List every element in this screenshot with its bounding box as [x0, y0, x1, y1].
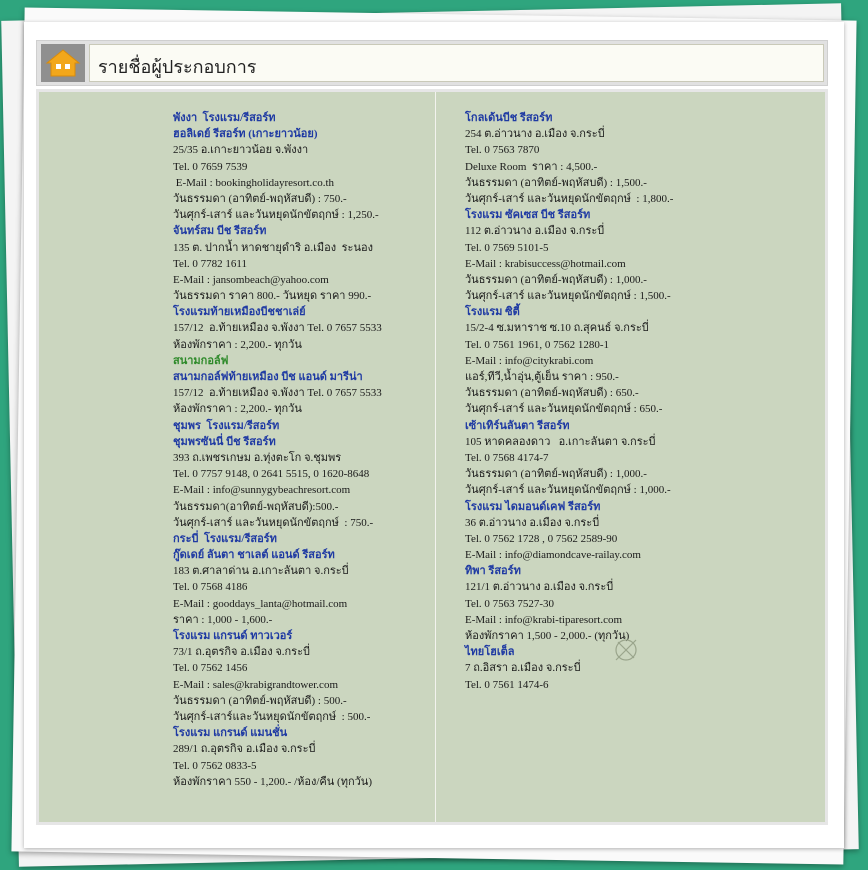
house-icon [41, 44, 85, 82]
listing-line: ห้องพักราคา 550 - 1,200.- /ห้อง/คืน (ทุกวัน) [173, 775, 372, 788]
header-icon-box [41, 44, 85, 82]
listing-line: Tel. 0 7757 9148, 0 2641 5515, 0 1620-8648 [173, 468, 370, 481]
listing-line: Tel. 0 7568 4186 [173, 581, 248, 594]
listing-line: วันศุกร์-เสาร์ และวันหยุดนักขัตฤกษ์ : 1,800.- [465, 192, 674, 205]
business-name: โรงแรม แกรนด์ ทาวเวอร์ [173, 630, 293, 642]
listing-line: Tel. 0 7562 1456 [173, 662, 248, 675]
business-name: ทิพา รีสอร์ท [465, 565, 521, 578]
business-name: โรงแรมท้ายเหมืองบีชชาเล่ย์ [173, 306, 306, 319]
listing-line: วันศุกร์-เสาร์ และวันหยุดนักขัตฤกษ์ : 1,500.- [465, 290, 671, 303]
listing-line: 183 ต.ศาลาด่าน อ.เกาะลันตา จ.กระบี่ [173, 565, 349, 578]
listing-line: E-Mail : info@diamondcave-railay.com [465, 549, 641, 562]
listing-line: Tel. 0 7568 4174-7 [465, 451, 549, 464]
listing-line: วันธรรมดา(อาทิตย์-พฤหัสบดี):500.- [173, 500, 339, 513]
listing-line: Tel. 0 7561 1474-6 [465, 678, 549, 691]
province-heading: ชุมพร โรงแรม/รีสอร์ท [173, 419, 280, 432]
listing-line: 112 ต.อ่าวนาง อ.เมือง จ.กระบี่ [465, 225, 605, 238]
category-heading: สนามกอล์ฟ [173, 354, 229, 367]
column-divider [435, 92, 436, 822]
listing-line: Tel. 0 7659 7539 [173, 160, 248, 173]
province-heading: พังงา โรงแรม/รีสอร์ท [173, 112, 276, 124]
province-heading: กระบี่ โรงแรม/รีสอร์ท [173, 532, 277, 545]
listing-line: E-Mail : bookingholidayresort.co.th [173, 176, 334, 189]
listing-line: วันธรรมดา (อาทิตย์-พฤหัสบดี) : 1,500.- [465, 176, 647, 189]
page-header [36, 40, 828, 86]
listing-line: วันศุกร์-เสาร์ และวันหยุดนักขัตฤกษ์ : 750.- [173, 516, 374, 529]
business-name: ชุมพรซันนี่ บีช รีสอร์ท [173, 435, 276, 448]
business-name: โรงแรม ซัคเซส บีช รีสอร์ท [465, 209, 591, 222]
listing-line: E-Mail : info@citykrabi.com [465, 354, 594, 367]
listing-line: E-Mail : info@sunnygybeachresort.com [173, 484, 351, 497]
listing-line: E-Mail : sales@krabigrandtower.com [173, 678, 338, 691]
listing-line: 105 หาดคลองดาว อ.เกาะลันตา จ.กระบี่ [465, 435, 656, 448]
listing-line: ราคา : 1,000 - 1,600.- [173, 613, 273, 626]
listing-line: Tel. 0 7562 0833-5 [173, 759, 257, 772]
listing-line: Tel. 0 7569 5101-5 [465, 241, 549, 254]
page-title: รายชื่อผู้ประกอบการ [98, 57, 257, 78]
listing-line: Tel. 0 7561 1961, 0 7562 1280-1 [465, 338, 610, 351]
business-name: โรงแรม แกรนด์ แมนชั่น [173, 727, 288, 740]
listing-line: Tel. 0 7563 7527-30 [465, 597, 555, 610]
business-name: จันทร์สม บีช รีสอร์ท [173, 225, 267, 238]
listing-line: วันธรรมดา (อาทิตย์-พฤหัสบดี) : 1,000.- [465, 468, 647, 481]
listing-line: วันธรรมดา (อาทิตย์-พฤหัสบดี) : 650.- [465, 387, 639, 400]
listing-line: 36 ต.อ่าวนาง อ.เมือง จ.กระบี่ [465, 516, 600, 529]
listing-line: วันศุกร์-เสาร์ และวันหยุดนักขัตฤกษ์ : 1,250.- [173, 209, 379, 222]
business-name: โรงแรม ซิตี้ [465, 306, 520, 319]
left-column [173, 110, 431, 790]
listing-line: 393 ถ.เพชรเกษม อ.ทุ่งตะโก จ.ชุมพร [173, 451, 342, 464]
listing-line: วันธรรมดา (อาทิตย์-พฤหัสบดี) : 750.- [173, 192, 347, 205]
listing-line: E-Mail : krabisuccess@hotmail.com [465, 257, 626, 270]
listing-line: ห้องพักราคา : 2,200.- ทุกวัน [173, 403, 302, 416]
listing-line: วันธรรมดา (อาทิตย์-พฤหัสบดี) : 500.- [173, 694, 347, 707]
listing-line: 15/2-4 ซ.มหาราช ซ.10 ถ.สุคนธ์ จ.กระบี่ [465, 322, 649, 335]
listing-line: 25/35 อ.เกาะยาวน้อย จ.พังงา [173, 144, 309, 157]
listing-line: 289/1 ถ.อุตรกิจ อ.เมือง จ.กระบี่ [173, 743, 316, 756]
listing-line: 254 ต.อ่าวนาง อ.เมือง จ.กระบี่ [465, 128, 605, 141]
content-panel [36, 89, 828, 825]
header-title-box [89, 44, 824, 82]
listing-line: 157/12 อ.ท้ายเหมือง จ.พังงา Tel. 0 7657 5533 [173, 322, 382, 335]
listing-line: ห้องพักราคา : 2,200.- ทุกวัน [173, 338, 302, 351]
listing-line: Deluxe Room ราคา : 4,500.- [465, 160, 598, 173]
right-column [465, 110, 825, 693]
listing-line: E-Mail : gooddays_lanta@hotmail.com [173, 597, 348, 610]
listing-line: E-Mail : info@krabi-tiparesort.com [465, 613, 623, 626]
listing-line: แอร์,ทีวี,น้ำอุ่น,ตู้เย็น ราคา : 950.- [465, 371, 619, 383]
business-name: โรงแรม ไดมอนด์เคฟ รีสอร์ท [465, 500, 601, 513]
crosshair-stamp-icon [613, 637, 639, 663]
business-name: ไทยโฮเต็ล [465, 646, 515, 659]
business-name: ฮอลิเดย์ รีสอร์ท (เกาะยาวน้อย) [173, 128, 318, 141]
listing-line: 121/1 ต.อ่าวนาง อ.เมือง จ.กระบี่ [465, 581, 614, 594]
listing-line: วันศุกร์-เสาร์และวันหยุดนักขัตฤกษ์ : 500.- [173, 710, 371, 723]
listing-line: Tel. 0 7563 7870 [465, 144, 540, 157]
listing-line: 73/1 ถ.อุตรกิจ อ.เมือง จ.กระบี่ [173, 646, 310, 659]
listing-line: วันธรรมดา ราคา 800.- วันหยุด ราคา 990.- [173, 290, 372, 303]
business-name: สนามกอล์ฟท้ายเหมือง บีช แอนด์ มารีน่า [173, 371, 363, 383]
listing-line: 135 ต. ปากน้ำ หาดชายุดำริ อ.เมือง ระนอง [173, 241, 373, 254]
listing-line: Tel. 0 7782 1611 [173, 257, 247, 270]
business-name: กู๊ดเดย์ ลันตา ชาเลต์ แอนด์ รีสอร์ท [173, 549, 335, 562]
listing-line: Tel. 0 7562 1728 , 0 7562 2589-90 [465, 532, 618, 545]
listing-line: วันศุกร์-เสาร์ และวันหยุดนักขัตฤกษ์ : 650.- [465, 403, 663, 416]
listing-line: วันศุกร์-เสาร์ และวันหยุดนักขัตฤกษ์ : 1,000.- [465, 484, 671, 497]
listing-line: 7 ถ.อิสรา อ.เมือง จ.กระบี่ [465, 662, 581, 675]
listing-line: วันธรรมดา (อาทิตย์-พฤหัสบดี) : 1,000.- [465, 273, 647, 286]
listing-line: 157/12 อ.ท้ายเหมือง จ.พังงา Tel. 0 7657 5533 [173, 387, 382, 400]
listing-line: E-Mail : jansombeach@yahoo.com [173, 273, 329, 286]
listing-line: ห้องพักราคา 1,500 - 2,000.- (ทุกวัน) [465, 630, 630, 642]
business-name: โกลเด้นบีช รีสอร์ท [465, 112, 553, 124]
business-name: เซ้าเทิร์นลันตา รีสอร์ท [465, 419, 570, 432]
